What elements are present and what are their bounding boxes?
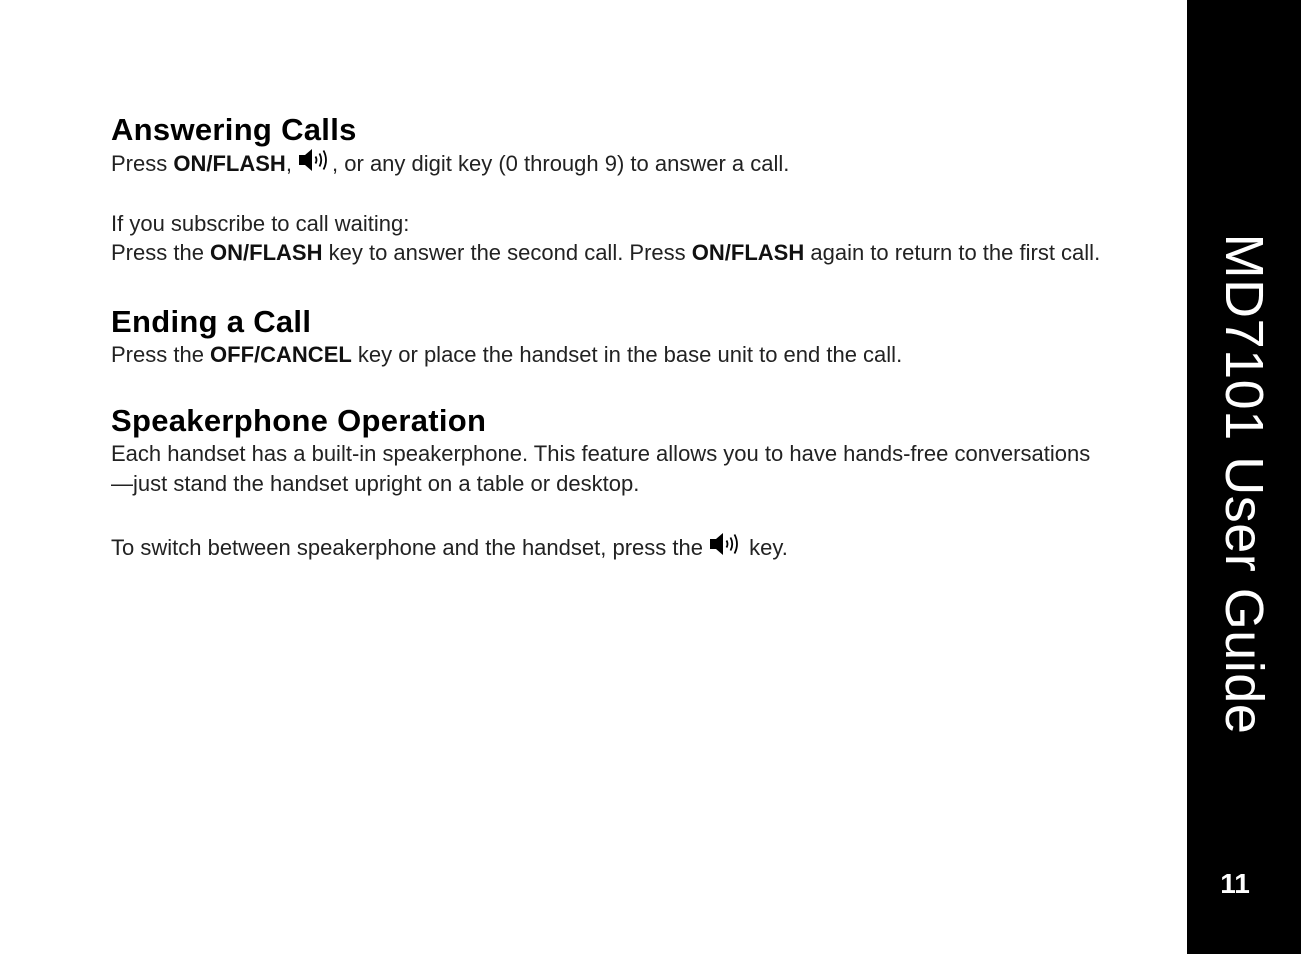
section-heading-speakerphone-operation: Speakerphone Operation <box>111 403 487 438</box>
sidebar-tab <box>1187 0 1301 954</box>
guide-title: MD7101 User Guide <box>1214 233 1274 735</box>
answering-instruction: Press ON/FLASH, , or any digit key (0 through 9) to answer a call. <box>111 148 1111 179</box>
section-heading-answering-calls: Answering Calls <box>111 112 357 147</box>
speakerphone-switch-instruction: To switch between speakerphone and the handset, press the key. <box>111 532 1111 563</box>
speakerphone-description: Each handset has a built-in speakerphone. This feature allows you to have hands-free conversations—just stand the handset upright on a table or desktop. <box>111 441 1091 496</box>
call-waiting-intro: If you subscribe to call waiting: <box>111 210 410 236</box>
key-name: ON/FLASH <box>173 151 286 176</box>
key-name: ON/FLASH <box>691 240 805 265</box>
speaker-icon <box>298 148 332 172</box>
section-heading-ending-a-call: Ending a Call <box>111 303 312 339</box>
key-name: ON/FLASH <box>210 240 323 265</box>
speaker-icon <box>709 532 743 556</box>
ending-call-instruction: Press the OFF/CANCEL key or place the handset in the base unit to end the call. <box>111 341 903 367</box>
page-content <box>111 112 1111 563</box>
page-number: 11 <box>1220 868 1250 899</box>
key-name: OFF/CANCEL <box>210 341 352 367</box>
call-waiting-instruction: Press the ON/FLASH key to answer the second call. Press ON/FLASH again to return to the first call. <box>111 240 1101 265</box>
